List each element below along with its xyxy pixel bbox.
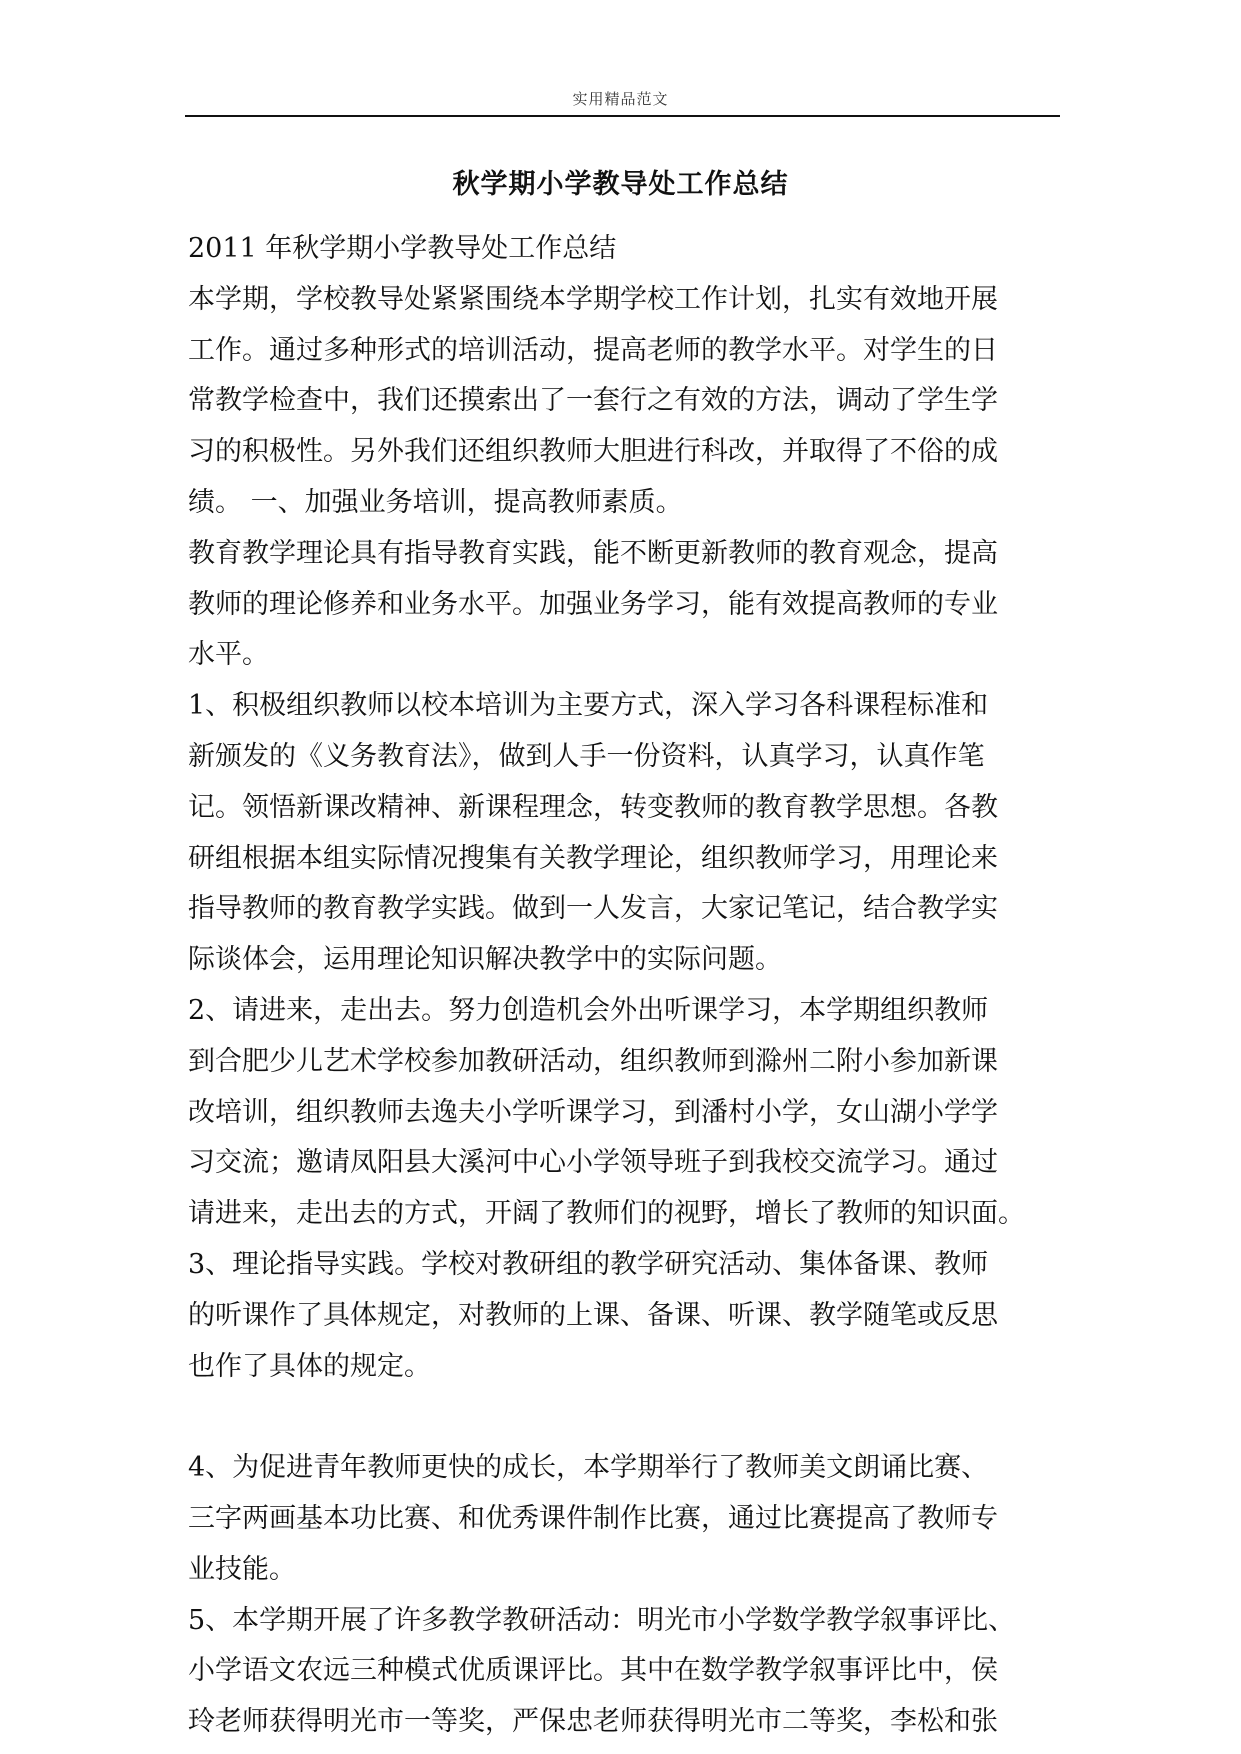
page-header-label: 实用精品范文 — [572, 90, 669, 108]
text-line: 习交流；邀请凤阳县大溪河中心小学领导班子到我校交流学习。通过 — [188, 1147, 998, 1179]
text-line: 1、积极组织教师以校本培训为主要方式，深入学习各科课程标准和 — [188, 690, 989, 722]
text-line: 新颁发的《义务教育法》，做到人手一份资料，认真学习，认真作笔 — [188, 740, 985, 772]
text-line: 际谈体会，运用理论知识解决教学中的实际问题。 — [188, 944, 782, 976]
text-line: 4、为促进青年教师更快的成长，本学期举行了教师美文朗诵比赛、 — [188, 1452, 989, 1484]
text-line: 教育教学理论具有指导教育实践，能不断更新教师的教育观念，提高 — [188, 537, 998, 569]
header-divider — [185, 115, 1060, 117]
document-body — [188, 224, 1063, 1748]
text-line: 的听课作了具体规定，对教师的上课、备课、听课、教学随笔或反思 — [188, 1299, 998, 1331]
text-line: 三字两画基本功比赛、和优秀课件制作比赛，通过比赛提高了教师专 — [188, 1502, 998, 1534]
text-line: 记。领悟新课改精神、新课程理念，转变教师的教育教学思想。各教 — [188, 791, 998, 823]
text-line: 常教学检查中，我们还摸索出了一套行之有效的方法，调动了学生学 — [188, 385, 998, 417]
text-line: 水平。 — [188, 639, 269, 671]
text-line: 业技能。 — [188, 1553, 296, 1585]
text-line: 到合肥少儿艺术学校参加教研活动，组织教师到滁州二附小参加新课 — [188, 1045, 998, 1077]
text-line: 5、本学期开展了许多教学教研活动：明光市小学数学教学叙事评比、 — [188, 1604, 1016, 1636]
text-line: 改培训，组织教师去逸夫小学听课学习，到潘村小学，女山湖小学学 — [188, 1096, 998, 1128]
text-line: 工作。通过多种形式的培训活动，提高老师的教学水平。对学生的日 — [188, 334, 998, 366]
text-line: 研组根据本组实际情况搜集有关教学理论，组织教师学习，用理论来 — [188, 842, 998, 874]
text-line: 2011 年秋学期小学教导处工作总结 — [188, 233, 617, 264]
blank-line — [188, 1392, 1063, 1443]
text-line: 习的积极性。另外我们还组织教师大胆进行科改，并取得了不俗的成 — [188, 436, 998, 468]
text-line: 请进来，走出去的方式，开阔了教师们的视野，增长了教师的知识面。 — [188, 1198, 1025, 1230]
text-line: 小学语文农远三种模式优质课评比。其中在数学教学叙事评比中，侯 — [188, 1655, 998, 1687]
text-line: 3、理论指导实践。学校对教研组的教学研究活动、集体备课、教师 — [188, 1248, 989, 1280]
text-line: 2、请进来，走出去。努力创造机会外出听课学习，本学期组织教师 — [188, 994, 989, 1026]
text-line: 绩。 一、加强业务培训，提高教师素质。 — [188, 486, 683, 518]
text-line: 也作了具体的规定。 — [188, 1350, 431, 1382]
document-title: 秋学期小学教导处工作总结 — [452, 169, 789, 200]
text-line: 玲老师获得明光市一等奖，严保忠老师获得明光市二等奖，李松和张 — [188, 1706, 998, 1738]
text-line: 指导教师的教育教学实践。做到一人发言，大家记笔记，结合教学实 — [188, 893, 998, 925]
text-line: 本学期，学校教导处紧紧围绕本学期学校工作计划，扎实有效地开展 — [188, 283, 998, 315]
text-line: 教师的理论修养和业务水平。加强业务学习，能有效提高教师的专业 — [188, 588, 998, 620]
